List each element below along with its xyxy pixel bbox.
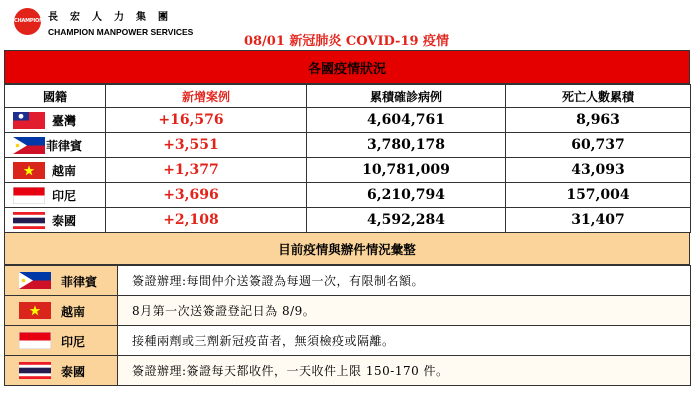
- note-row: [5, 326, 691, 356]
- new-cases: +3,551: [106, 133, 307, 158]
- country-name: 印尼: [61, 335, 86, 349]
- notes-table: [4, 265, 691, 386]
- notes-section-title: 目前疫情與辦件情況彙整: [4, 233, 690, 265]
- table-row: [5, 108, 691, 133]
- total-cases: 3,780,178: [307, 133, 506, 158]
- table-row: [5, 208, 691, 233]
- stats-header-row: [5, 85, 691, 108]
- country-name: 泰國: [61, 365, 86, 379]
- deaths: 60,737: [506, 133, 691, 158]
- total-cases: 10,781,009: [307, 158, 506, 183]
- logo-mark: CHAMPION: [14, 8, 41, 35]
- taiwan-flag: [13, 112, 45, 129]
- company-name-cn: 長宏人力集團: [48, 12, 180, 23]
- country-name: 泰國: [51, 213, 76, 228]
- report-title: 08/01 新冠肺炎 COVID-19 疫情: [243, 34, 450, 49]
- philippines-flag: [13, 137, 45, 154]
- note-text: 8月第一次送簽證登記日為 8/9。: [118, 296, 691, 326]
- new-cases: +16,576: [106, 108, 307, 133]
- col-new-cases: 新增案例: [106, 85, 307, 108]
- total-cases: 4,592,284: [307, 208, 506, 233]
- vietnam-flag: [13, 162, 45, 179]
- deaths: 31,407: [506, 208, 691, 233]
- total-cases: 4,604,761: [307, 108, 506, 133]
- col-total-cases: 累積確診病例: [307, 85, 506, 108]
- vietnam-flag: [19, 302, 51, 319]
- philippines-flag: [19, 272, 51, 289]
- indonesia-flag: [13, 187, 45, 204]
- company-name-en: CHAMPION MANPOWER SERVICES: [48, 27, 194, 37]
- deaths: 157,004: [506, 183, 691, 208]
- note-text: 簽證辦理:簽證每天都收件，一天收件上限 150-170 件。: [118, 356, 691, 386]
- deaths: 8,963: [506, 108, 691, 133]
- table-row: [5, 158, 691, 183]
- thailand-flag: [19, 362, 51, 379]
- note-row: [5, 266, 691, 296]
- new-cases: +1,377: [106, 158, 307, 183]
- thailand-flag: [13, 212, 45, 229]
- new-cases: +3,696: [106, 183, 307, 208]
- deaths: 43,093: [506, 158, 691, 183]
- country-name: 菲律賓: [61, 275, 98, 289]
- country-name: 印尼: [51, 188, 76, 203]
- indonesia-flag: [19, 332, 51, 349]
- country-name: 菲律賓: [45, 138, 82, 153]
- country-name: 越南: [61, 305, 86, 319]
- table-row: [5, 183, 691, 208]
- stats-section-title: 各國疫情狀況: [4, 50, 690, 84]
- note-row: [5, 296, 691, 326]
- col-country: 國籍: [5, 85, 106, 108]
- note-text: 接種兩劑或三劑新冠疫苗者，無須檢疫或隔離。: [118, 326, 691, 356]
- total-cases: 6,210,794: [307, 183, 506, 208]
- new-cases: +2,108: [106, 208, 307, 233]
- note-text: 簽證辦理:每間仲介送簽證為每週一次，有限制名額。: [118, 266, 691, 296]
- country-name: 臺灣: [51, 113, 76, 128]
- report-sheet: [4, 50, 690, 405]
- col-deaths: 死亡人數累積: [506, 85, 691, 108]
- table-row: [5, 133, 691, 158]
- note-row: [5, 356, 691, 386]
- country-name: 越南: [51, 163, 76, 178]
- stats-table: [4, 84, 691, 233]
